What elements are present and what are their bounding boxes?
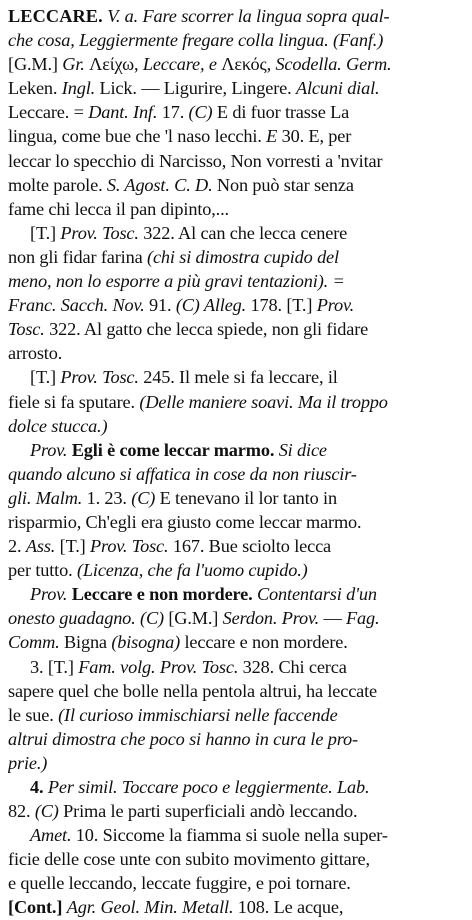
text-run: Prov. Tosc. <box>60 222 139 243</box>
text-run: Ass. <box>25 536 56 557</box>
text-run: Contentarsi d'un <box>256 584 377 605</box>
text-run: (C) Alleg. <box>175 295 247 316</box>
text-run: Serdon. Prov. <box>222 608 320 629</box>
text-line <box>8 221 464 245</box>
text-line <box>8 727 464 751</box>
text-run: Prov. <box>30 439 68 460</box>
text-run: E tenevano il lor tanto in <box>155 487 337 508</box>
text-run: Franc. Sacch. Nov. <box>8 295 145 316</box>
text-run: (C) <box>131 487 156 508</box>
text-run: Prima le parti superficiali andò leccando. <box>58 801 358 822</box>
text-run: leccare e non mordere. <box>180 632 348 653</box>
text-run: Agr. Geol. Min. Metall. <box>66 897 234 918</box>
text-run: 322. Al gatto che lecca spiede, non gli fidare <box>44 319 369 340</box>
text-line <box>8 414 464 438</box>
text-run: [G.M.] <box>163 608 223 629</box>
text-run: 245. Il mele si fa leccare, il <box>138 367 338 388</box>
text-line <box>8 293 464 317</box>
text-run: fiele si fa sputare. <box>8 391 140 412</box>
text-run: Prov. <box>30 584 68 605</box>
text-run: Scodella. Germ. <box>275 54 392 75</box>
text-run: Leccare. = <box>8 102 89 123</box>
text-run: (C) <box>34 801 59 822</box>
text-run: Leccare, e <box>142 54 217 75</box>
text-line <box>8 317 464 341</box>
text-run: Ingl. <box>61 78 96 99</box>
text-run: Tosc. <box>8 319 45 340</box>
text-line <box>8 124 464 148</box>
text-run: fame chi lecca il pan dipinto,... <box>8 198 229 219</box>
text-run: 3. [T.] <box>30 656 79 677</box>
text-run: E <box>266 126 278 147</box>
text-line <box>8 558 464 582</box>
text-run: 328. Chi cerca <box>238 656 347 677</box>
text-run: (bisogna) <box>111 632 181 653</box>
text-line <box>8 630 464 654</box>
text-run: meno, non lo esporre a più gravi tentazioni). = <box>8 271 345 292</box>
text-line <box>8 534 464 558</box>
text-run: [G.M.] <box>8 54 63 75</box>
text-line <box>8 269 464 293</box>
text-line <box>8 582 464 606</box>
text-run: risparmio, Ch'egli era giusto come leccar marmo. <box>8 511 362 532</box>
text-run: (chi si dimostra cupido del <box>147 246 339 267</box>
text-run: Egli è come leccar marmo. <box>71 439 275 460</box>
text-run: V. a. Fare scorrer la lingua sopra qual- <box>107 6 390 26</box>
text-run: 91. <box>144 295 176 316</box>
text-run: onesto guadagno. <box>8 608 136 629</box>
text-run: (Licenza, che fa l'uomo cupido.) <box>76 560 308 581</box>
text-run: che cosa, Leggiermente fregare colla lingua. (Fanf.) <box>8 30 384 51</box>
text-run: — <box>319 608 347 629</box>
text-run: [T.] <box>55 536 91 557</box>
text-run: [Cont.] <box>8 897 63 918</box>
text-run: Per simil. Toccare poco e leggiermente. Lab. <box>47 777 370 797</box>
text-line <box>8 486 464 510</box>
text-run: Gr. <box>62 54 85 75</box>
text-run: le sue. <box>8 704 59 725</box>
text-run: (Il curioso immischiarsi nelle faccende <box>58 704 338 725</box>
text-run: 82. <box>8 801 35 822</box>
text-line <box>8 751 464 775</box>
text-run: Non può star senza <box>212 174 354 195</box>
text-line <box>8 655 464 679</box>
text-run: [T.] <box>30 222 61 243</box>
text-line <box>8 799 464 823</box>
text-run: molte parole. <box>8 174 107 195</box>
text-run: [T.] <box>30 367 61 388</box>
text-line <box>8 76 464 100</box>
text-run: Λεκός, <box>216 54 276 75</box>
text-run: (C) <box>188 102 213 123</box>
text-run: arrosto. <box>8 343 63 364</box>
text-run: 167. Bue sciolto lecca <box>168 536 331 557</box>
text-line <box>8 871 464 895</box>
text-run: Prov. Tosc. <box>90 536 169 557</box>
text-run: Bigna <box>59 632 112 653</box>
text-run: 108. Le acque, <box>233 897 344 918</box>
text-run: 10. Siccome la fiamma si suole nella super- <box>71 825 388 846</box>
text-line <box>8 462 464 486</box>
text-run: altrui dimostra che poco si hanno in cura le pro- <box>8 728 358 749</box>
text-run: Λείχω, <box>84 54 143 75</box>
text-run: quando alcuno si affatica in cose da non riuscir- <box>8 463 357 484</box>
text-run: Amet. <box>30 825 72 846</box>
text-line <box>8 679 464 703</box>
text-run: E di fuor trasse La <box>212 102 350 123</box>
text-line <box>8 365 464 389</box>
text-run: dolce stucca.) <box>8 415 108 436</box>
text-run: e quelle leccando, leccate fuggire, e poi tornare. <box>8 873 351 894</box>
text-line <box>8 341 464 365</box>
text-run: Fag. <box>346 608 380 629</box>
text-run: leccar lo specchio di Narcisso, Non vorresti a 'nvitar <box>8 150 383 171</box>
text-run: 1. 23. <box>82 487 132 508</box>
text-run: Dant. Inf. <box>88 102 158 123</box>
text-run: Alcuni dial. <box>295 78 380 99</box>
text-line <box>8 4 464 28</box>
text-run: non gli fidar farina <box>8 246 147 267</box>
text-run: Comm. <box>8 632 60 653</box>
text-line <box>8 197 464 221</box>
text-run: S. Agost. C. D. <box>106 174 213 195</box>
text-line <box>8 52 464 76</box>
text-run: 30. E, per <box>277 126 352 147</box>
text-line <box>8 606 464 630</box>
text-run: prie.) <box>8 752 48 773</box>
text-line <box>8 28 464 52</box>
text-line <box>8 895 464 919</box>
text-run: 4. <box>30 777 44 797</box>
text-run: (Delle maniere soavi. Ma il troppo <box>139 391 388 412</box>
text-run: ficie delle cose unte con subito movimento gittare, <box>8 849 370 870</box>
text-run: Leccare e non mordere. <box>71 584 253 605</box>
text-run: 178. [T.] <box>246 295 317 316</box>
text-run: per tutto. <box>8 560 77 581</box>
text-line <box>8 390 464 414</box>
text-run: gli. Malm. <box>8 487 83 508</box>
text-line <box>8 775 464 799</box>
text-run: (C) <box>140 608 164 629</box>
text-line <box>8 173 464 197</box>
text-line <box>8 149 464 173</box>
text-run: LECCARE. <box>8 6 103 26</box>
text-run: Fam. volg. Prov. Tosc. <box>78 656 239 677</box>
text-line <box>8 703 464 727</box>
text-run: sapere quel che bolle nella pentola altrui, ha leccate <box>8 680 378 701</box>
text-run: Prov. Tosc. <box>60 367 139 388</box>
text-line <box>8 823 464 847</box>
text-run: 17. <box>157 102 189 123</box>
text-run: lingua, come bue che 'l naso lecchi. <box>8 126 267 147</box>
text-run: Lick. — Ligurire, Lingere. <box>95 78 296 99</box>
text-line <box>8 847 464 871</box>
text-line <box>8 100 464 124</box>
text-line <box>8 510 464 534</box>
text-run: Leken. <box>8 78 62 99</box>
text-line <box>8 245 464 269</box>
text-line <box>8 438 464 462</box>
text-run: 2. <box>8 536 26 557</box>
text-run: Si dice <box>278 439 327 460</box>
text-run: Prov. <box>316 295 355 316</box>
text-run: 322. Al can che lecca cenere <box>138 222 348 243</box>
